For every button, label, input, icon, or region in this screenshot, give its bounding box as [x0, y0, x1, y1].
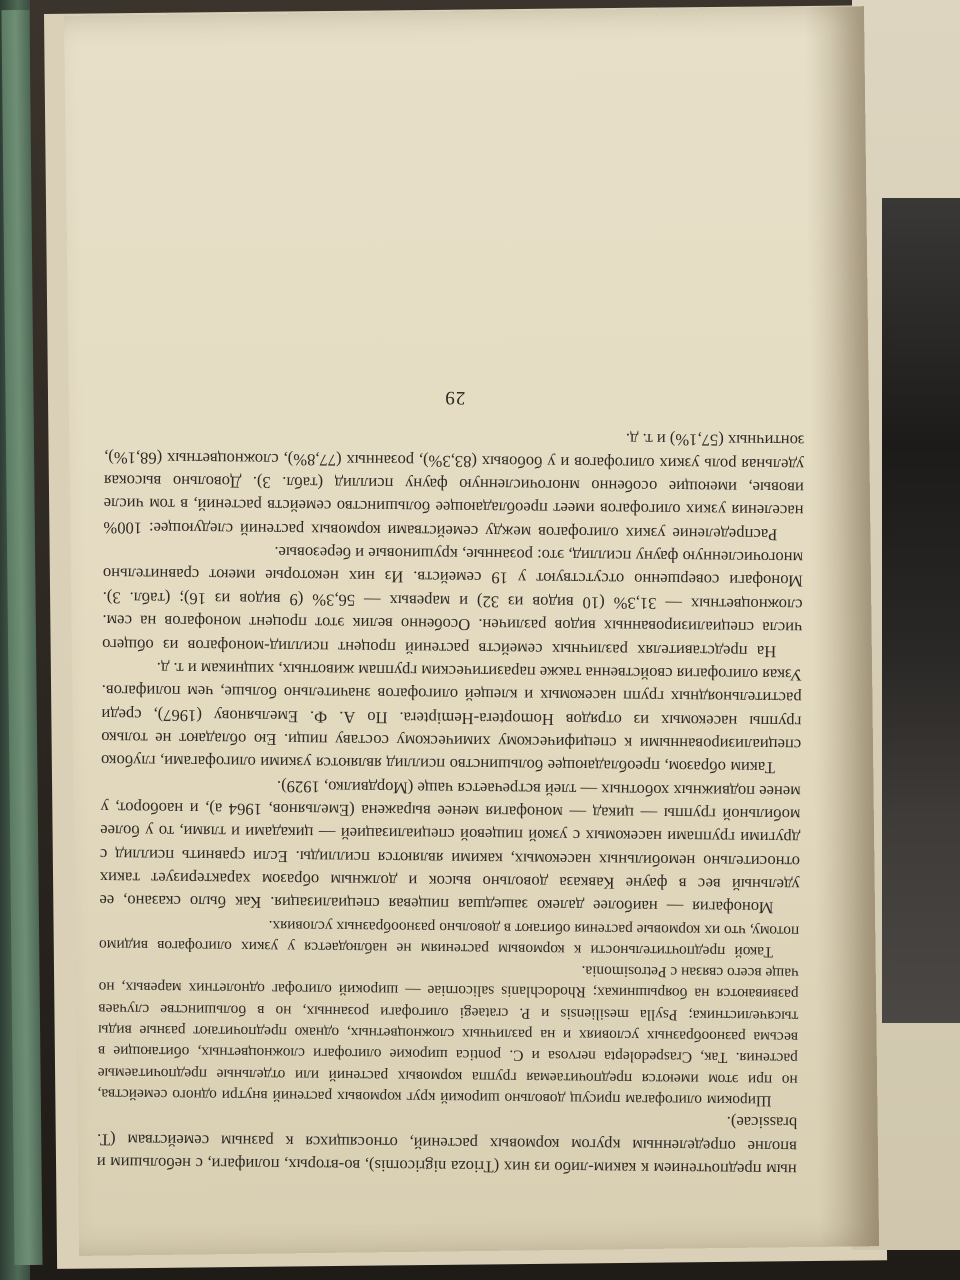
paragraph-1: ным предпочтением к каким-либо из них (Trioza nigricornis), во-вторых, полифаги, с небольшим и вполне определенным кругом кормовых растений, относящихся к разным семействам (T. brassicae). [96, 1113, 798, 1180]
paragraph-7: Распределение узких олигофагов между семействами кормовых растений следующее: 100% населения узких олигофагов имеет преобладающее большинство семейств растений, в том числе ивовые, имеющие особенно многочисленную фауну псиллид (табл. 3). Довольно высокая удельная роль узких олигофагов и у бобовых (83,3%), розанных (77,8%), сложноцветных (68,1%), зонтичных (57,1%) и т. д. [103, 430, 805, 545]
paragraph-2: Широким олигофагам присущ довольно широкий круг кормовых растений внутри одного семейства, но при этом имеются предпочитаемая группа кормовых растений или отдельные предпочитаемые растения. Так, Craspedolepta nervosa и C. pontica широкие олигофаги сложноцветных, обитающие в весьма разнообразных условиях и на различных сложноцветных, однако предпочитают разные виды тысячелистника; Psylla mesiliensis и P. crataegi олигофаги розанных, но в большинстве случаев развиваются на боярышниках; Rhodochlanis salicorniae — широкий олигофаг однолетних маревых, но чаще всего связан с Petrosimonia. [97, 962, 799, 1110]
paragraph-6: На представителях различных семейств растений процент псиллид-монофагов из общего числа специализированных видов различен. Особенно велик этот процент монофагов на сем. сложноцветных — 31,3% (10 видов из 32) и маревых — 56,3% (9 видов из 16); (табл. 3). Монофаги совершенно отсутствуют у 19 семейств. Из них некоторые имеют сравнительно многочисленную фауну псиллид, это: розанные, крушиновые и березовые. [102, 543, 804, 661]
paragraph-3: Такой предпочтительности к кормовым растениям не наблюдается у узких олигофагов видимо потому, что их кормовые растения обитают в довольно разнообразных условиях. [98, 916, 800, 961]
paragraph-4: Монофагия — наиболее далеко зашедшая пищевая специализация. Как было сказано, ее удельный вес в фауне Кавказа довольно высок и должным образом характеризует таких относительно немобильных насекомых, какими являются псиллиды. Если сравнить псиллид с другими группами насекомых с узкой пищевой специализацией — цикадами и тлями, то у более мобильной группы — цикад — монофагия менее выражена (Емельянов, 1964 а), и наоборот, у менее подвижных хоботных — тлей встречается чаще (Мордвилко, 1929). [99, 776, 801, 918]
upside-down-text-block [97, 144, 808, 1181]
paragraph-5: Таким образом, преобладающее большинство псиллид являются узкими олигофагами, глубоко специализированными к специфическому химическому составу пищи. Ею обладают не только группы насекомых из отрядов Homoptera-Hemiptera. По А. Ф. Емельянову (1967), среди растительноядных групп насекомых и клещей олигофагов значительно больше, чем полифагов. Узкая олигофагия свойственна также паразитическим группам животных, хищникам и т. д. [100, 658, 802, 778]
page-body [97, 422, 805, 1181]
facing-page-photograph [882, 198, 960, 1023]
page-number: 29 [444, 386, 466, 409]
